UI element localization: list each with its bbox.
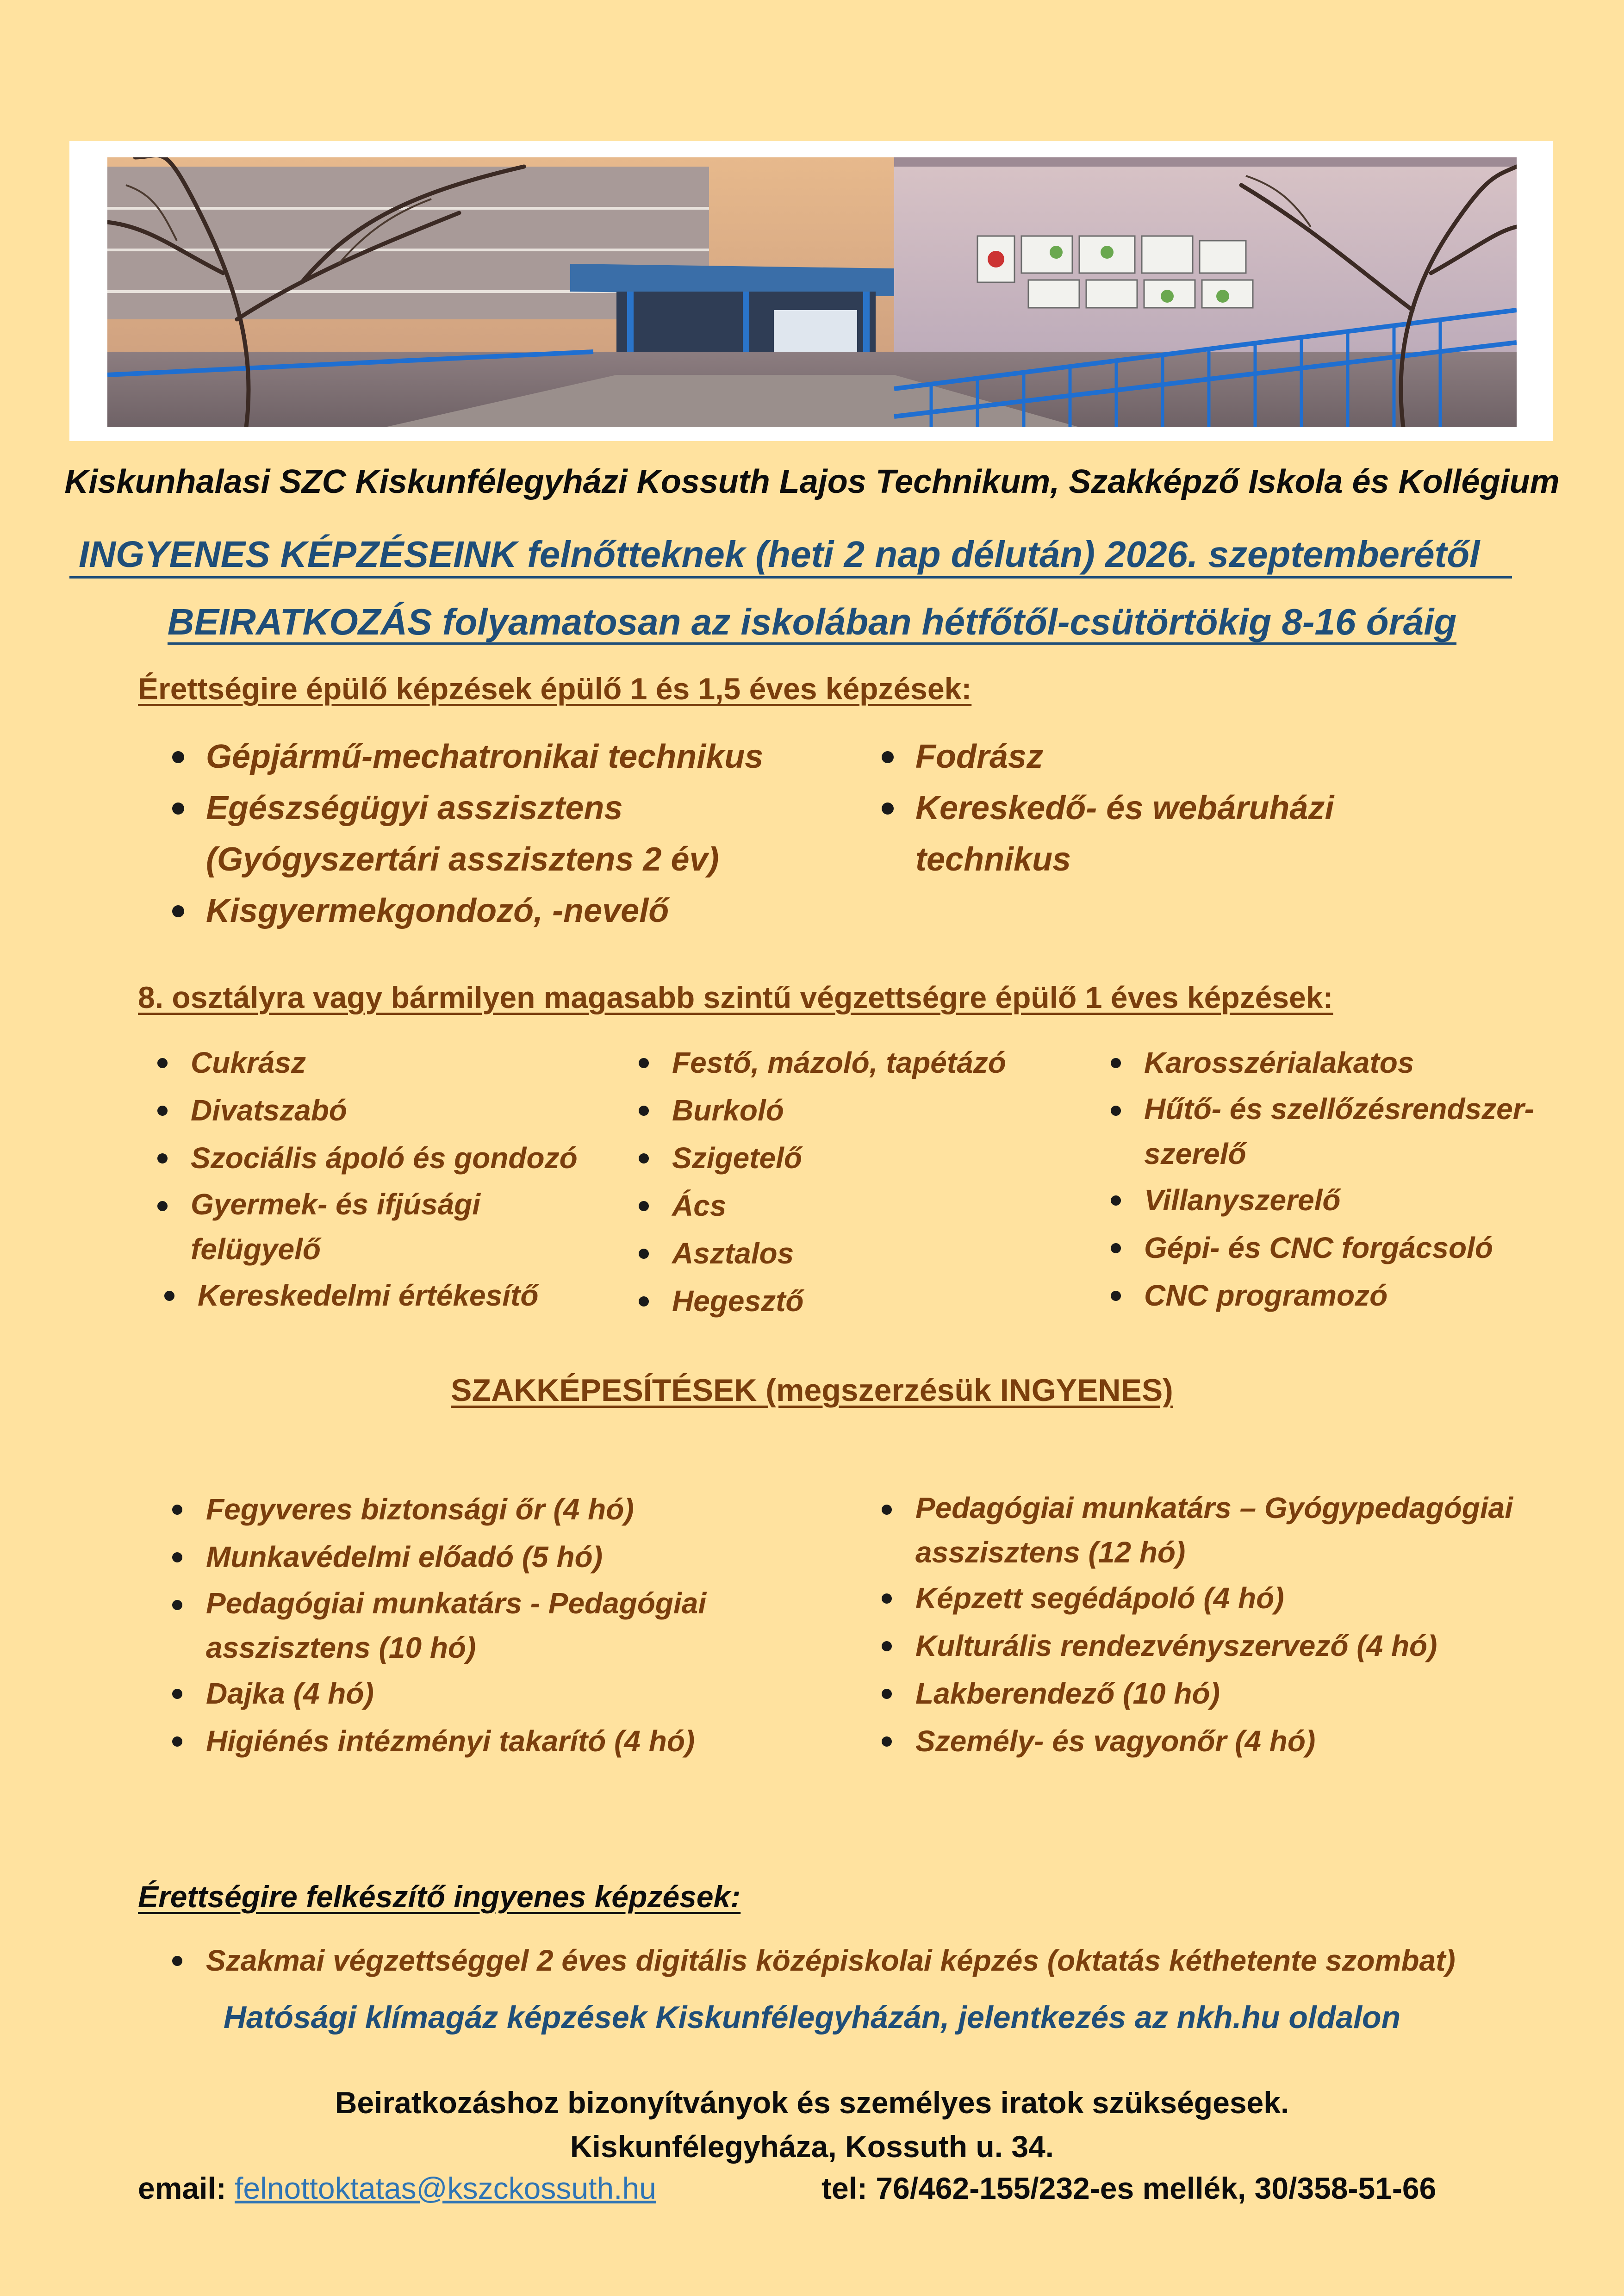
list-item: Munkavédelmi előadó (5 hó)	[171, 1533, 796, 1581]
section2-list-col2	[639, 1039, 1055, 1325]
list-item: Festő, mázoló, tapétázó	[639, 1039, 1055, 1087]
list-item: Személy- és vagyonőr (4 hó)	[881, 1717, 1575, 1765]
list-item: Pedagógiai munkatárs – Gyógypedagógiai asszisztens (12 hó)	[881, 1486, 1563, 1574]
address: Kiskunfélegyháza, Kossuth u. 34.	[570, 2129, 1054, 2164]
list-item: Kereskedelmi értékesítő	[164, 1272, 602, 1319]
list-item: Kulturális rendezvényszervező (4 hó)	[881, 1622, 1575, 1670]
headline: INGYENES KÉPZÉSEINK felnőtteknek (heti 2 nap délután) 2026. szeptemberétől	[69, 532, 1512, 579]
list-item: Burkoló	[639, 1087, 1055, 1134]
list-item: Szakmai végzettséggel 2 éves digitális középiskolai képzés (oktatás kéthetente szombat)	[171, 1937, 1606, 1985]
email-label: email:	[138, 2171, 226, 2205]
list-item: Fegyveres biztonsági őr (4 hó)	[171, 1486, 796, 1533]
list-item: Kisgyermekgondozó, -nevelő	[171, 885, 842, 937]
enrollment-text: BEIRATKOZÁS folyamatosan az iskolában hétfőtől-csütörtökig 8-16 óráig	[168, 601, 1457, 645]
school-building-photo	[107, 157, 1517, 427]
school-name: Kiskunhalasi SZC Kiskunfélegyházi Kossuth Lajos Technikum, Szakképző Iskola és Kollégium	[64, 463, 1560, 500]
list-item: Dajka (4 hó)	[171, 1670, 796, 1717]
section3-list-right	[881, 1486, 1575, 1765]
list-item: Hűtő- és szellőzésrendszer-szerelő	[1111, 1087, 1542, 1176]
section1-title: Érettségire épülő képzések épülő 1 és 1,5 éves képzések:	[138, 672, 972, 706]
klima-note: Hatósági klímagáz képzések Kiskunfélegyházán, jelentkezés az nkh.hu oldalon	[223, 2000, 1401, 2035]
section3-list-left	[171, 1486, 796, 1765]
qualifications-title-text: SZAKKÉPESÍTÉSEK (megszerzésük INGYENES)	[451, 1373, 1173, 1408]
qualifications-title	[0, 1372, 1624, 1408]
list-item: Karosszérialakatos	[1111, 1039, 1555, 1087]
list-item: Higiénés intézményi takarító (4 hó)	[171, 1717, 796, 1765]
section4-title: Érettségire felkészítő ingyenes képzések:	[138, 1879, 741, 1914]
list-item: Cukrász	[157, 1039, 602, 1087]
list-item: Lakberendező (10 hó)	[881, 1670, 1575, 1717]
email-link[interactable]: felnottoktatas@kszckossuth.hu	[235, 2171, 656, 2205]
section4-list	[171, 1937, 1606, 1985]
section1-list-right	[881, 731, 1367, 885]
list-item: Gyermek- és ifjúsági felügyelő	[157, 1182, 501, 1272]
list-item: Asztalos	[639, 1230, 1055, 1277]
enrollment-info	[0, 601, 1624, 643]
list-item: Ács	[639, 1182, 1055, 1230]
list-item: Divatszabó	[157, 1087, 602, 1134]
list-item: Szociális ápoló és gondozó	[157, 1134, 602, 1182]
section2-list-col3	[1111, 1039, 1555, 1319]
list-item: Kereskedő- és webáruházi technikus	[881, 783, 1367, 885]
list-item: CNC programozó	[1111, 1272, 1555, 1319]
list-item: Pedagógiai munkatárs - Pedagógiai asszisztens (10 hó)	[171, 1581, 761, 1670]
list-item: Villanyszerelő	[1111, 1176, 1555, 1224]
school-photo-frame	[69, 141, 1553, 441]
list-item: Szigetelő	[639, 1134, 1055, 1182]
list-item: Egészségügyi asszisztens (Gyógyszertári asszisztens 2 év)	[171, 783, 842, 885]
list-item: Hegesztő	[639, 1277, 1055, 1325]
list-item: Gépjármű-mechatronikai technikus	[171, 731, 842, 783]
list-item: Képzett segédápoló (4 hó)	[881, 1574, 1575, 1622]
email-line	[138, 2171, 656, 2206]
list-item: Gépi- és CNC forgácsoló	[1111, 1224, 1555, 1272]
list-item: Fodrász	[881, 731, 1367, 783]
section2-list-col1	[157, 1039, 602, 1319]
documents-note: Beiratkozáshoz bizonyítványok és személyes iratok szükségesek.	[335, 2085, 1289, 2120]
section1-list-left	[171, 731, 842, 937]
section2-title: 8. osztályra vagy bármilyen magasabb szintű végzettségre épülő 1 éves képzések:	[138, 980, 1333, 1014]
phone-line: tel: 76/462-155/232-es mellék, 30/358-51-66	[821, 2171, 1437, 2205]
